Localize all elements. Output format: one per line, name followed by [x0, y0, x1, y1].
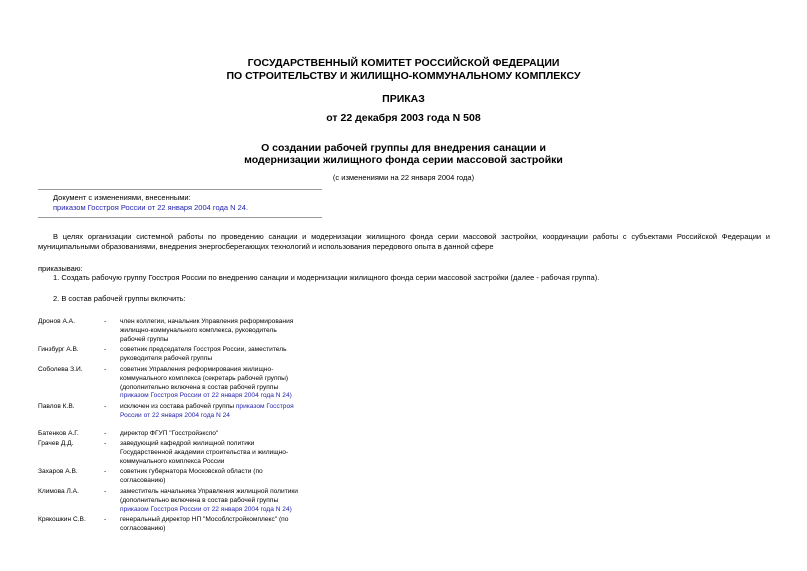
member-dash: -	[104, 468, 107, 475]
amendment-link[interactable]: приказом Госстроя России от 22 января 2004 года N 24)	[120, 505, 292, 513]
member-name: Климова Л.А.	[38, 488, 79, 495]
member-description: советник председателя Госстроя России, заместитель руководителя рабочей группы	[120, 346, 287, 362]
member-description: директор ФГУП "Госстройэкспо"	[120, 430, 219, 437]
doc-box-amendment-link[interactable]: приказом Госстроя России от 22 января 2004 года N 24.	[53, 203, 249, 212]
member-dash: -	[104, 488, 107, 495]
member-description: заместитель начальника Управления жилищной политики (дополнительно включена в состав рабочей группы приказом Госстроя России от 22 января 2004 года N 24)	[120, 488, 320, 514]
member-name: Грачев Д.Д.	[38, 440, 74, 447]
member-name: Дронов А.А.	[38, 318, 75, 325]
member-name: Гинзбург А.В.	[38, 346, 79, 353]
document-date: от 22 декабря 2003 года N 508	[326, 112, 481, 124]
member-dash: -	[104, 516, 107, 523]
member-dash: -	[104, 318, 107, 325]
item-2: 2. В состав рабочей группы включить:	[53, 294, 186, 303]
amendment-link[interactable]: приказом Госстроя России от 22 января 2004 года N 24)	[120, 392, 292, 400]
member-name: Батенков А.Г.	[38, 430, 79, 437]
document-title-line1: О создании рабочей группы для внедрения санации и	[261, 142, 546, 154]
amendment-link[interactable]: России от 22 января 2004 года N 24	[120, 411, 230, 419]
member-dash: -	[104, 440, 107, 447]
member-description: советник Управления реформирования жилищно- коммунального комплекса (секретарь рабочей группы) (дополнительно включена в состав рабочей группы приказом Госстроя России от 22 января 2004 года N 24)	[120, 366, 320, 401]
order-word: приказываю:	[38, 264, 83, 273]
agency-name-line1: ГОСУДАРСТВЕННЫЙ КОМИТЕТ РОССИЙСКОЙ ФЕДЕРАЦИИ	[247, 57, 560, 69]
member-dash: -	[104, 430, 107, 437]
document-type: ПРИКАЗ	[382, 93, 425, 105]
member-description: исключен из состава рабочей группы приказом Госстроя России от 22 января 2004 года N 24	[120, 403, 320, 421]
member-name: Соболева З.И.	[38, 366, 83, 373]
member-name: Павлов К.В.	[38, 403, 75, 410]
doc-box-top-rule	[38, 189, 322, 190]
intro-paragraph: В целях организации системной работы по проведению санации и модернизации жилищного фонда серии массовой застройки, координации работы с субъектами Российской Федерации и муниципальными образованиями, внедрения энергосберегающих технологий и использования передового опыта в данной сфере	[38, 232, 770, 251]
agency-name-line2: ПО СТРОИТЕЛЬСТВУ И ЖИЛИЩНО-КОММУНАЛЬНОМУ КОМПЛЕКСУ	[226, 70, 581, 82]
member-description: советник губернатора Московской области (по согласованию)	[120, 468, 263, 484]
member-description: генеральный директор НП "Мособлстройкомплекс" (по согласованию)	[120, 516, 289, 532]
member-dash: -	[104, 403, 107, 410]
member-description: член коллегии, начальник Управления реформирования жилищно-коммунального комплекса, руководитель рабочей группы	[120, 318, 294, 343]
member-dash: -	[104, 366, 107, 373]
member-description: заведующий кафедрой жилищной политики Государственной академии строительства и жилищно- коммунального комплекса России	[120, 440, 289, 465]
doc-box-bottom-rule	[38, 217, 322, 218]
changes-note: (с изменениями на 22 января 2004 года)	[332, 173, 475, 182]
item-1: 1. Создать рабочую группу Госстроя России по внедрению санации и модернизации жилищного фонда серии массовой застройки (далее - рабочая группа).	[53, 273, 600, 282]
member-name: Захаров А.В.	[38, 468, 78, 475]
member-dash: -	[104, 346, 107, 353]
amendment-link-inline[interactable]: приказом Госстроя	[235, 403, 294, 410]
document-title-line2: модернизации жилищного фонда серии массовой застройки	[244, 154, 563, 166]
doc-box-label: Документ с изменениями, внесенными:	[53, 193, 191, 202]
member-name: Крякошкин С.В.	[38, 516, 86, 523]
